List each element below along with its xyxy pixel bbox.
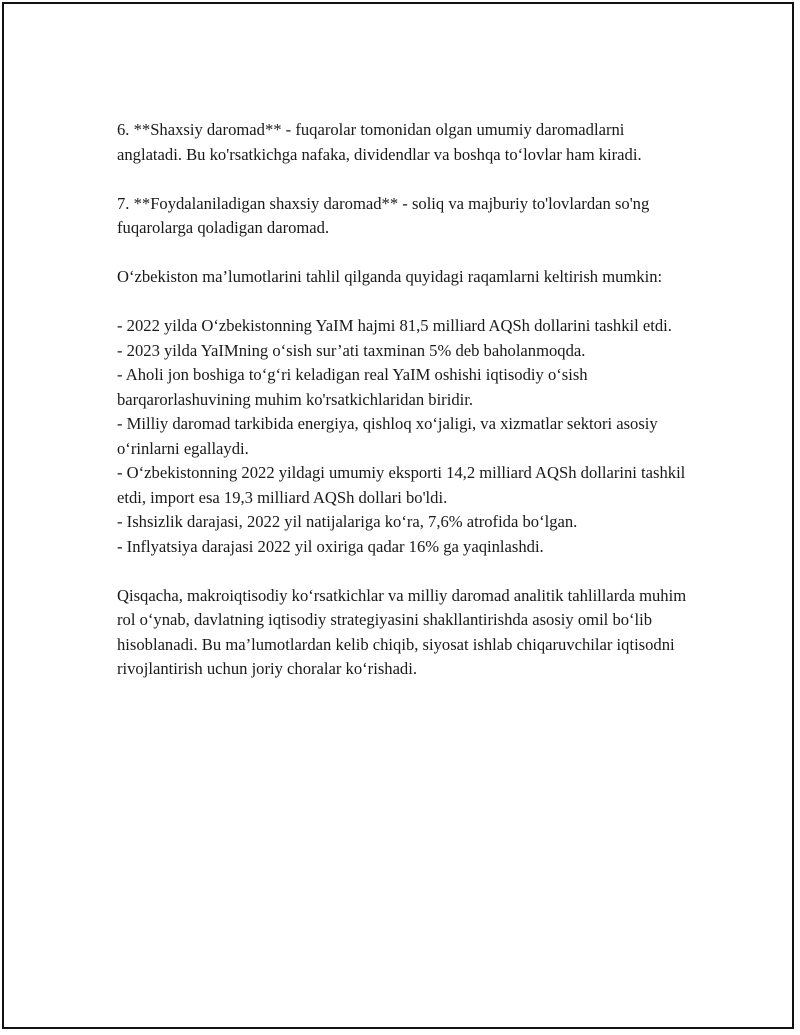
paragraph-personal-income: 6. **Shaxsiy daromad** - fuqarolar tomonidan olgan umumiy daromadlarni anglatadi. Bu ko'rsatkichga nafaka, dividendlar va boshqa to‘lovlar ham kiradi. xyxy=(117,120,642,164)
list-item: - 2023 yilda YaIMning o‘sish sur’ati taxminan 5% deb baholanmoqda. xyxy=(117,340,586,360)
paragraph-disposable-income: 7. **Foydalaniladigan shaxsiy daromad** - soliq va majburiy to'lovlardan so'ng fuqarolarga qoladigan daromad. xyxy=(117,193,650,237)
paragraph-conclusion: Qisqacha, makroiqtisodiy ko‘rsatkichlar va milliy daromad analitik tahlillarda muhim rol o‘ynab, davlatning iqtisodiy strategiyasini shakllantirishda asosiy omil bo‘lib hisoblanadi. Bu ma’lumotlardan kelib chiqib, siyosat ishlab chiqaruvchilar iqtisodni rivojlantirish uchun joriy choralar ko‘rishadi. xyxy=(117,585,687,678)
list-item: - Milliy daromad tarkibida energiya, qishloq xo‘jaligi, va xizmatlar sektori asosiy o‘rinlarni egallaydi. xyxy=(117,414,658,458)
list-item: - 2022 yilda O‘zbekistonning YaIM hajmi 81,5 milliard AQSh dollarini tashkil etdi. xyxy=(117,316,672,335)
statistics-list xyxy=(117,314,687,559)
paragraph-intro-data: O‘zbekiston ma’lumotlarini tahlil qilganda quyidagi raqamlarni keltirish mumkin: xyxy=(117,267,663,286)
list-item: - Aholi jon boshiga to‘g‘ri keladigan real YaIM oshishi iqtisodiy o‘sish barqarorlashuvining muhim ko'rsatkichlaridan biridir. xyxy=(117,365,588,409)
document-body xyxy=(117,118,687,706)
list-item: - O‘zbekistonning 2022 yildagi umumiy eksporti 14,2 milliard AQSh dollarini tashkil etdi, import esa 19,3 milliard AQSh dollari bo'ldi. xyxy=(117,463,686,507)
list-item: - Inflyatsiya darajasi 2022 yil oxiriga qadar 16% ga yaqinlashdi. xyxy=(117,536,544,556)
list-item: - Ishsizlik darajasi, 2022 yil natijalariga ko‘ra, 7,6% atrofida bo‘lgan. xyxy=(117,512,578,531)
